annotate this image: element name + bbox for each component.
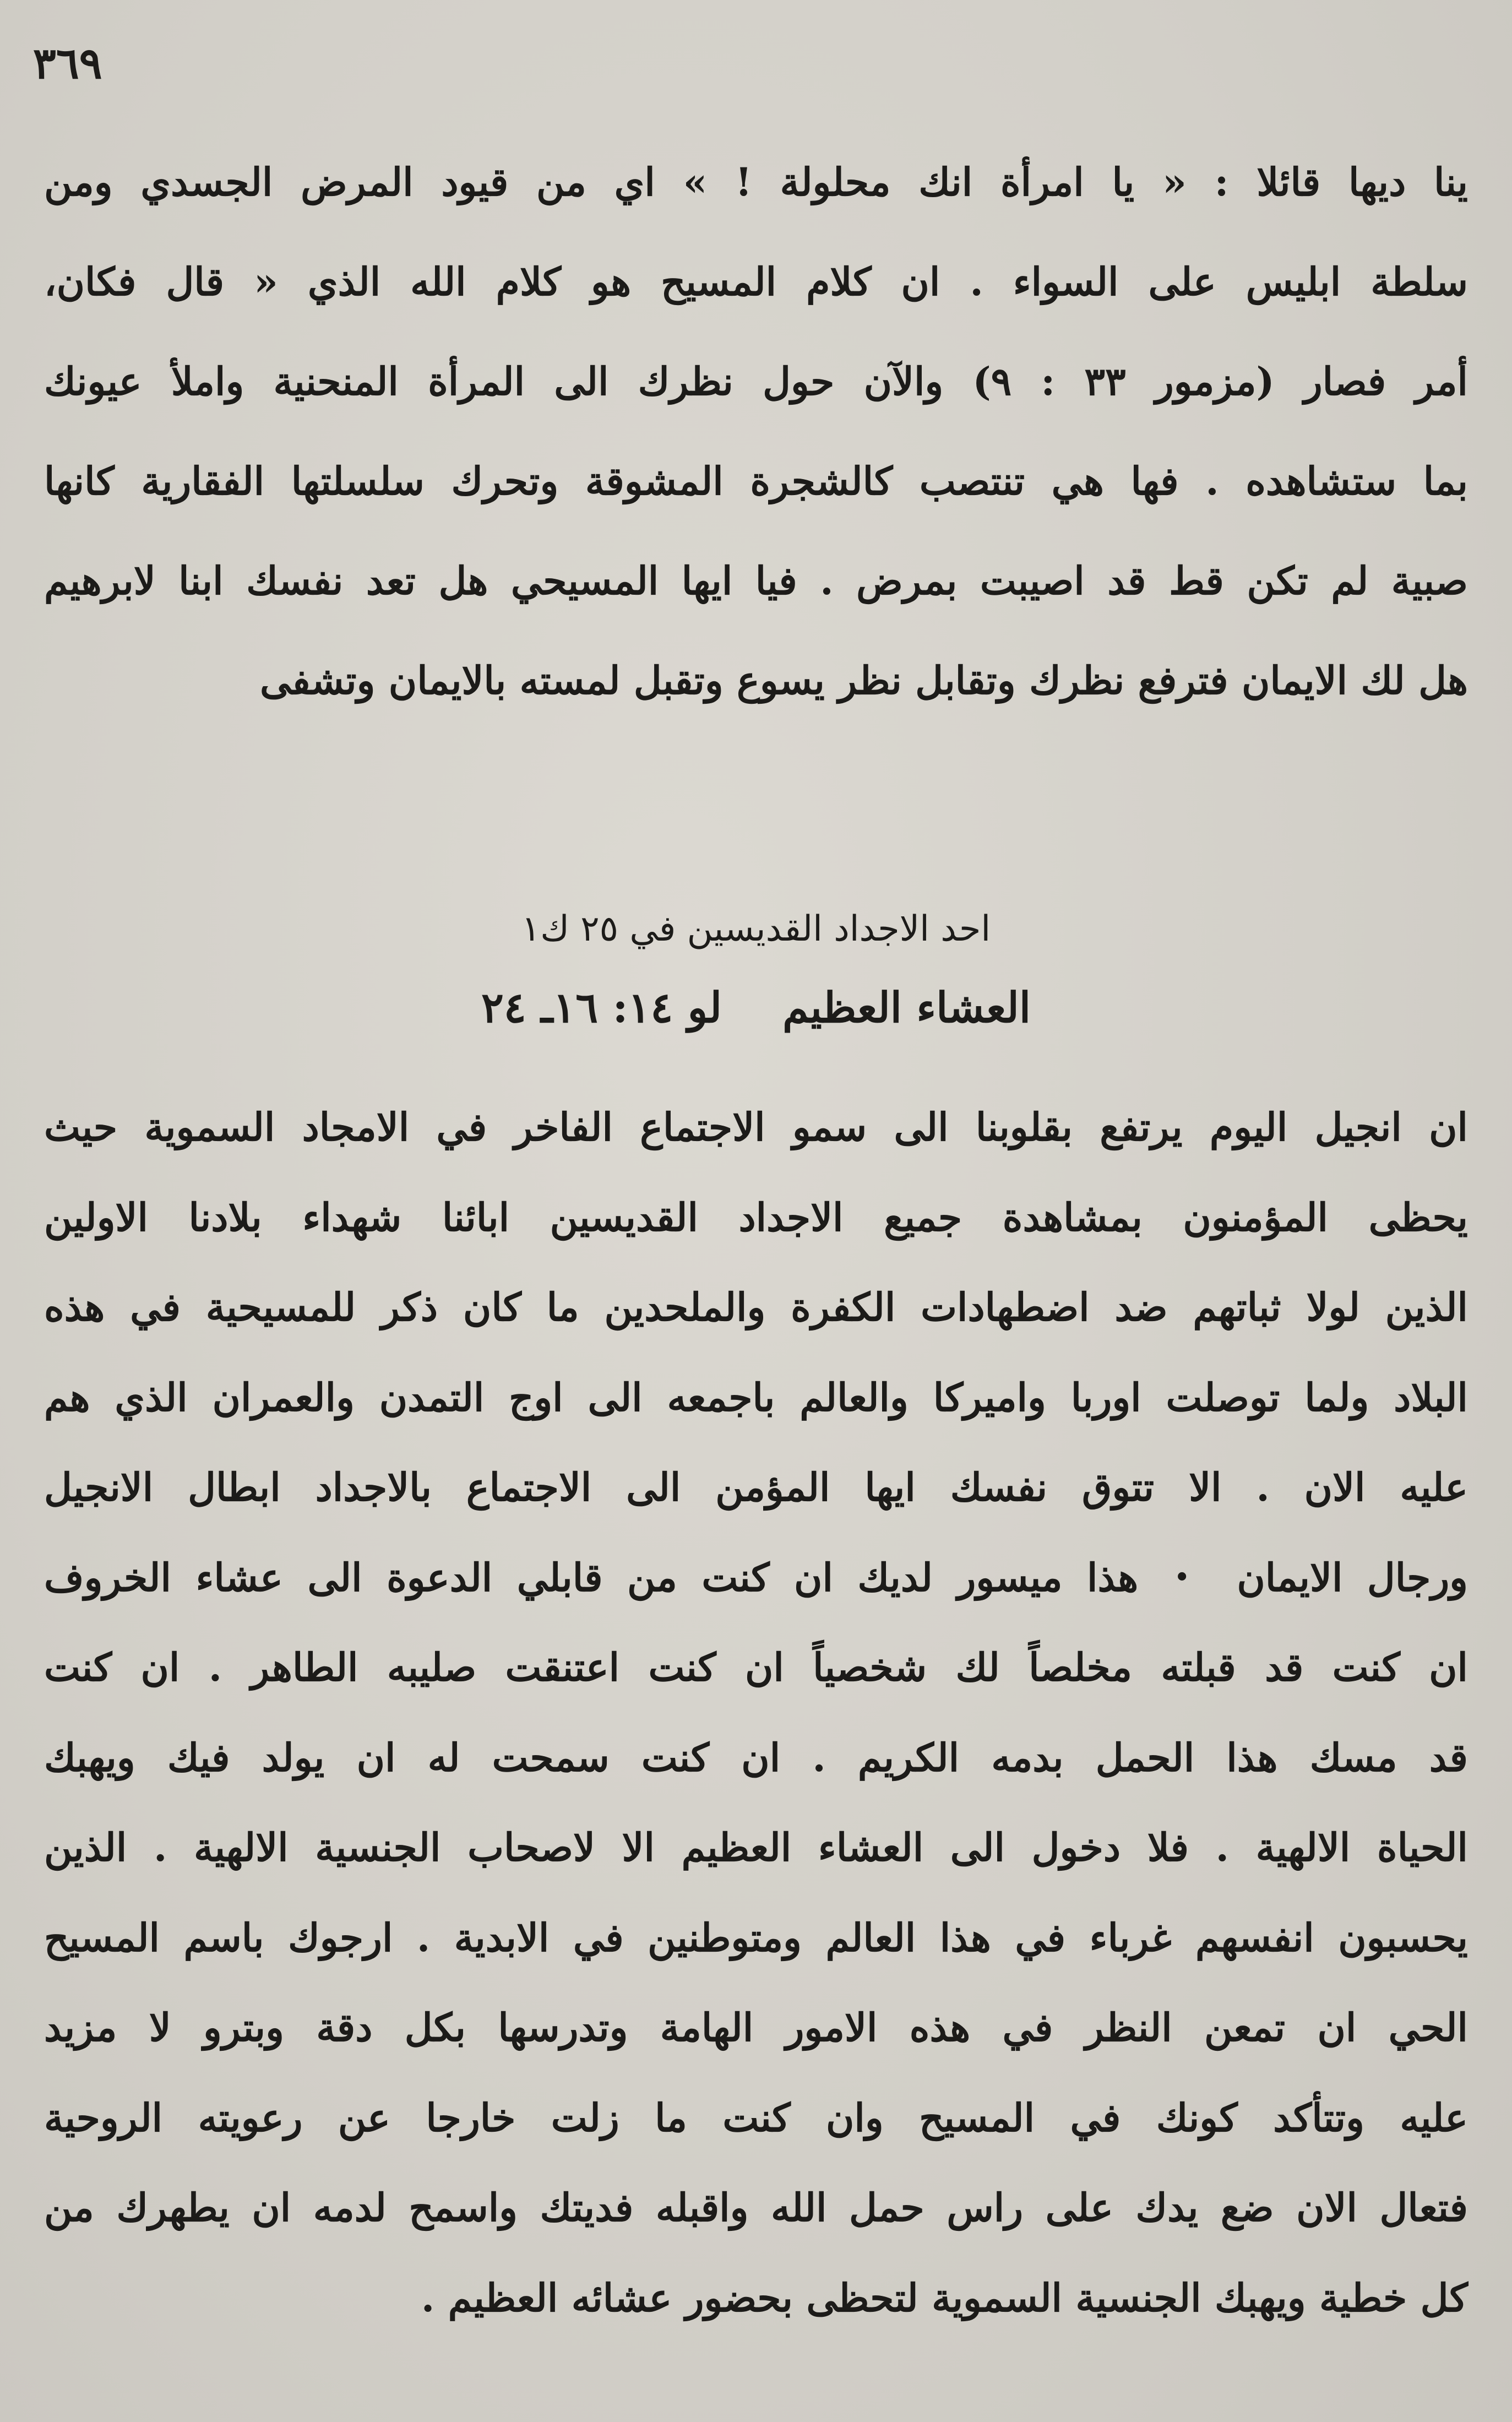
text-line: فتعال الان ضع يدك على راس حمل الله واقبله فديتك واسمح لدمه ان يطهرك من xyxy=(44,2185,1468,2230)
text-line: الحي ان تمعن النظر في هذه الامور الهامة وتدرسها بكل دقة وبترو لا مزيد xyxy=(44,2005,1468,2050)
sermon-paragraph xyxy=(44,1082,1468,2343)
text-line: أمر فصار (مزمور ٣٣ : ٩) والآن حول نظرك الى المرأة المنحنية واملأ عيونك xyxy=(44,359,1468,404)
text-line: ينا ديها قائلا : « يا امرأة انك محلولة ! » اي من قيود المرض الجسدي ومن xyxy=(44,159,1468,205)
text-line: الذين لولا ثباتهم ضد اضطهادات الكفرة والملحدين ما كان ذكر للمسيحية في هذه xyxy=(44,1284,1468,1330)
text-line: ورجال الايمان ・ هذا ميسور لديك ان كنت من قابلي الدعوة الى عشاء الخروف xyxy=(44,1554,1468,1600)
text-line: عليه الان . الا تتوق نفسك ايها المؤمن الى الاجتماع بالاجداد ابطال الانجيل xyxy=(44,1464,1468,1510)
section-date-heading: احد الاجداد القديسين في ٢٥ ك١ xyxy=(521,909,991,949)
text-line: سلطة ابليس على السواء . ان كلام المسيح هو كلام الله الذي « قال فكان، xyxy=(44,259,1468,305)
page-number: ٣٦٩ xyxy=(33,39,102,89)
text-line: ان انجيل اليوم يرتفع بقلوبنا الى سمو الاجتماع الفاخر في الامجاد السموية حيث xyxy=(44,1104,1468,1150)
text-line: هل لك الايمان فترفع نظرك وتقابل نظر يسوع وتقبل لمسته بالايمان وتشفى xyxy=(259,658,1468,703)
text-line: صبية لم تكن قط قد اصيبت بمرض . فيا ايها المسيحي هل تعد نفسك ابنا لابرهيم xyxy=(44,558,1468,604)
section-title: العشاء العظيم xyxy=(782,983,1031,1032)
text-line: قد مسك هذا الحمل بدمه الكريم . ان كنت سمحت له ان يولد فيك ويهبك xyxy=(44,1734,1468,1780)
text-line: يحظى المؤمنون بمشاهدة جميع الاجداد القديسين ابائنا شهداء بلادنا الاولين xyxy=(44,1194,1468,1240)
text-line: بما ستشاهده . فها هي تنتصب كالشجرة المشوقة وتحرك سلسلتها الفقارية كانها xyxy=(44,458,1468,504)
section-title-heading xyxy=(0,983,1512,1032)
text-line: ان كنت قد قبلته مخلصاً لك شخصياً ان كنت اعتنقت صليبه الطاهر . ان كنت xyxy=(44,1644,1468,1690)
text-line: يحسبون انفسهم غرباء في هذا العالم ومتوطنين في الابدية . ارجوك باسم المسيح xyxy=(44,1914,1468,1961)
scripture-reference: لو ١٤: ١٦ـ ٢٤ xyxy=(481,983,722,1032)
text-line: عليه وتتأكد كونك في المسيح وان كنت ما زلت خارجا عن رعويته الروحية xyxy=(44,2094,1468,2141)
text-line: الحياة الالهية . فلا دخول الى العشاء العظيم الا لاصحاب الجنسية الالهية . الذين xyxy=(44,1824,1468,1870)
text-line: البلاد ولما توصلت اوربا واميركا والعالم باجمعه الى اوج التمدن والعمران الذي هم xyxy=(44,1374,1468,1420)
text-line: كل خطية ويهبك الجنسية السموية لتحظى بحضور عشائه العظيم . xyxy=(421,2274,1468,2321)
paragraph-continuation xyxy=(44,132,1468,730)
